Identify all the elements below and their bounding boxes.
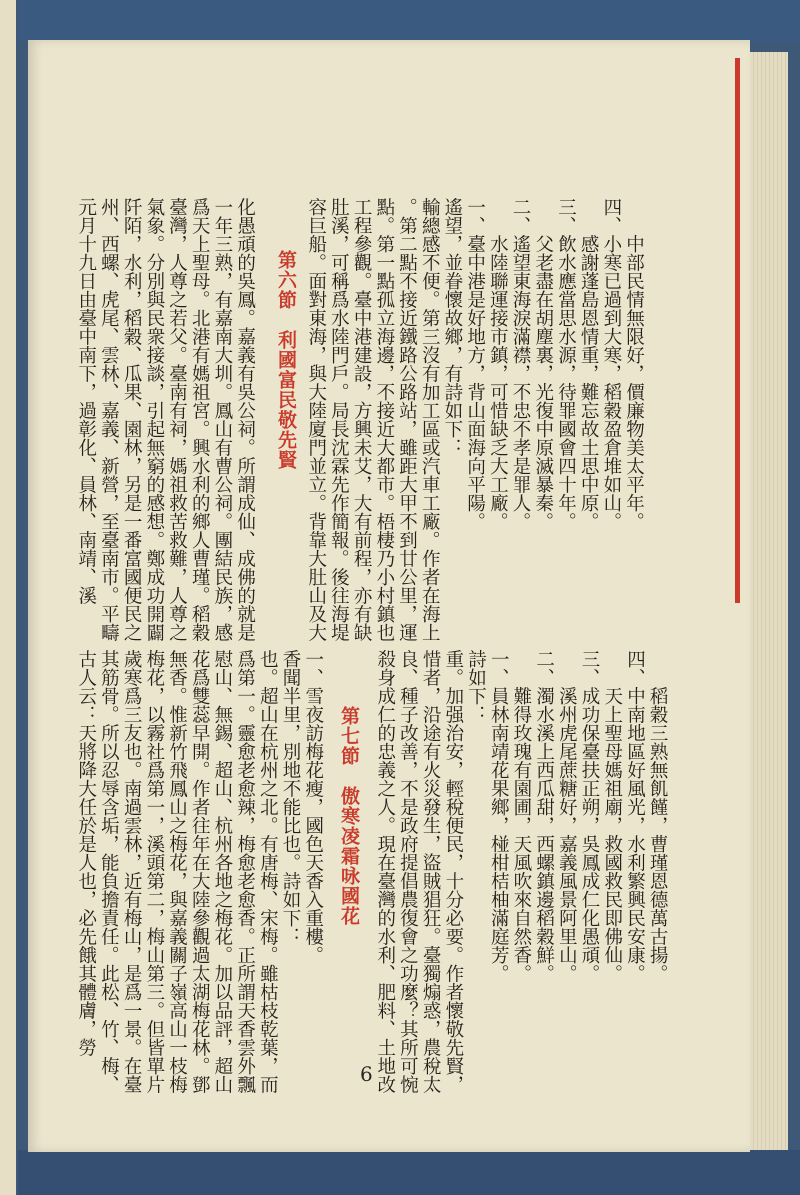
text-line: 。第二點不接近鐵路公路站，雖距大甲不到廿公里，運 — [396, 197, 418, 642]
section-6-heading: 第六節 利國富民敬先賢 — [275, 250, 297, 470]
text-line: 三、飲水應當思水源，待罪國會四十年。 — [555, 197, 577, 531]
section-6-body — [74, 186, 278, 642]
text-line: 慰山、無錫、超山、杭州各地之梅花。加以品評，超山 — [211, 649, 233, 1094]
text-line: 遙望，並眷懷故鄉，有詩如下： — [441, 197, 463, 457]
text-line: 元月十九日由臺中南下，過彰化、員林、南靖、溪 — [75, 197, 97, 605]
text-line: 二、遙望東海淚滿襟，不忠不孝是罪人。 — [510, 197, 532, 531]
text-line: 爲天上聖母。北港有媽祖宮。興水利的鄉人曹瑾。稻穀 — [189, 197, 211, 642]
text-line: 天上聖母媽祖廟，救國救民即佛仙。 — [601, 649, 623, 983]
text-line: 香聞半里，別地不能比也。詩如下： — [280, 649, 302, 946]
text-line: 中部民情無限好，價廉物美太平年。 — [623, 197, 645, 531]
text-line: 歲寒爲三友也。南過雲林，近有梅山，是爲一景。在臺 — [121, 649, 143, 1094]
red-margin-bookmark — [735, 58, 740, 603]
text-line: 水陸聯運接市鎮，可惜缺乏大工廠。 — [487, 197, 509, 531]
section-7-body — [74, 638, 346, 1094]
text-line: 其筋骨。所以忍辱含垢，能負擔責任。此松、竹、梅、 — [98, 649, 120, 1094]
text-line: 輸總感不便。第三沒有加工區或汽車工廠。作者在海上 — [419, 197, 441, 642]
text-line: 一年三熟，有嘉南大圳。鳳山有曹公祠。團結民族，感 — [211, 197, 233, 642]
text-line: 一、雪夜訪梅花瘦，國色天香入重樓。 — [302, 649, 324, 965]
text-line: 稻穀三熟無飢饉，曹瑾恩德萬古揚。 — [647, 649, 669, 983]
text-line: 古人云：天將降大任於是人也，必先餓其體膚，勞 — [75, 649, 97, 1057]
text-line: 化愚頑的吳鳳。嘉義有吳公祠。所謂成仙、成佛的就是 — [234, 197, 256, 642]
text-line: 梅花，以霧社爲第一，溪頭第二，梅山第三。但皆單片 — [143, 649, 165, 1094]
text-line: 花爲雙蕊早開。作者往年在大陸參觀過太湖梅花林。鄧 — [189, 649, 211, 1094]
section-7-heading: 第七節 傲寒凌霜咏國花 — [338, 706, 360, 926]
text-line: 州、西螺、虎尾、雲林、嘉義、新營，至臺南市。平疇 — [98, 197, 120, 642]
page-stack-edge — [750, 52, 788, 1150]
text-line: 氣象。分別與民衆接談，引起無窮的感想。鄭成功開闢 — [143, 197, 165, 642]
text-line: 一、員林南靖花果鄉，椪柑桔柚滿庭芳。 — [488, 649, 510, 983]
text-line: 惜者，沿途有火災發生，盜賊猖狂。臺獨煽惑，農稅太 — [420, 649, 442, 1094]
text-line: 父老盡在胡塵裏，光復中原滅暴秦。 — [532, 197, 554, 531]
bottom-right-text-block — [373, 638, 691, 1094]
book-cover-bottom — [18, 1150, 800, 1195]
text-line: 二、濁水溪上西瓜甜，西螺鎮邊稻穀鮮。 — [533, 649, 555, 983]
text-line: 四、中南地區好風光，水利繁興民安康。 — [624, 649, 646, 983]
text-line: 無香。惟新竹飛鳳山之梅花，與嘉義關子嶺高山一枝梅 — [166, 649, 188, 1094]
text-line: 重。加强治安，輕稅便民，十分必要。作者懷敬先賢， — [442, 649, 464, 1094]
text-line: 阡陌，水利，稻穀、瓜果、園林，另是一番富國便民之 — [121, 197, 143, 642]
text-line: 殺身成仁的忠義之人。現在臺灣的水利、肥料、土地改 — [374, 649, 396, 1094]
text-line: 詩如下： — [465, 649, 487, 724]
text-line: 也。超山在杭州之北。有唐梅、宋梅。雖枯枝乾葉，而 — [257, 649, 279, 1094]
top-text-block — [304, 186, 667, 642]
text-line: 工程參觀。臺中港建設，方興未艾，大有前程，亦有缺 — [351, 197, 373, 642]
text-line: 良、種子改善，不是政府提倡農復會之功麼？其所可惋 — [397, 649, 419, 1094]
text-line: 點。第一點孤立海邊，不接近大都市。梧棲乃小村鎮也 — [373, 197, 395, 642]
text-line: 四、小寒已過到大寒，稻穀盈倉堆如山。 — [600, 197, 622, 531]
text-line: 爲第一。靈愈老愈辣，梅愈老愈香。正所謂天香雲外飄 — [234, 649, 256, 1094]
text-line: 難得玫瑰有園圃，天風吹來自然香。 — [510, 649, 532, 983]
text-line: 肚溪，可稱爲水陸門戶。局長沈霖先作簡報。後往海堤 — [328, 197, 350, 642]
text-line: 溪州虎尾蔗糖好，嘉義風景阿里山。 — [556, 649, 578, 983]
text-line: 三、成功保臺扶正朔，吳鳳成仁化愚頑。 — [579, 649, 601, 983]
text-line: 一、臺中港是好地方，背山面海向平陽。 — [464, 197, 486, 531]
text-line: 容巨船。面對東海，與大陸廈門並立。背靠大肚山及大 — [305, 197, 327, 642]
text-line: 感謝蓬島恩情重，難忘故土思中原。 — [578, 197, 600, 531]
page-number: 6 — [360, 1062, 373, 1086]
text-line: 臺灣，人尊之若父。臺南有祠，媽祖救苦救難，人尊之 — [166, 197, 188, 642]
left-page-edge — [0, 0, 16, 1195]
book-cover-top — [18, 0, 800, 42]
